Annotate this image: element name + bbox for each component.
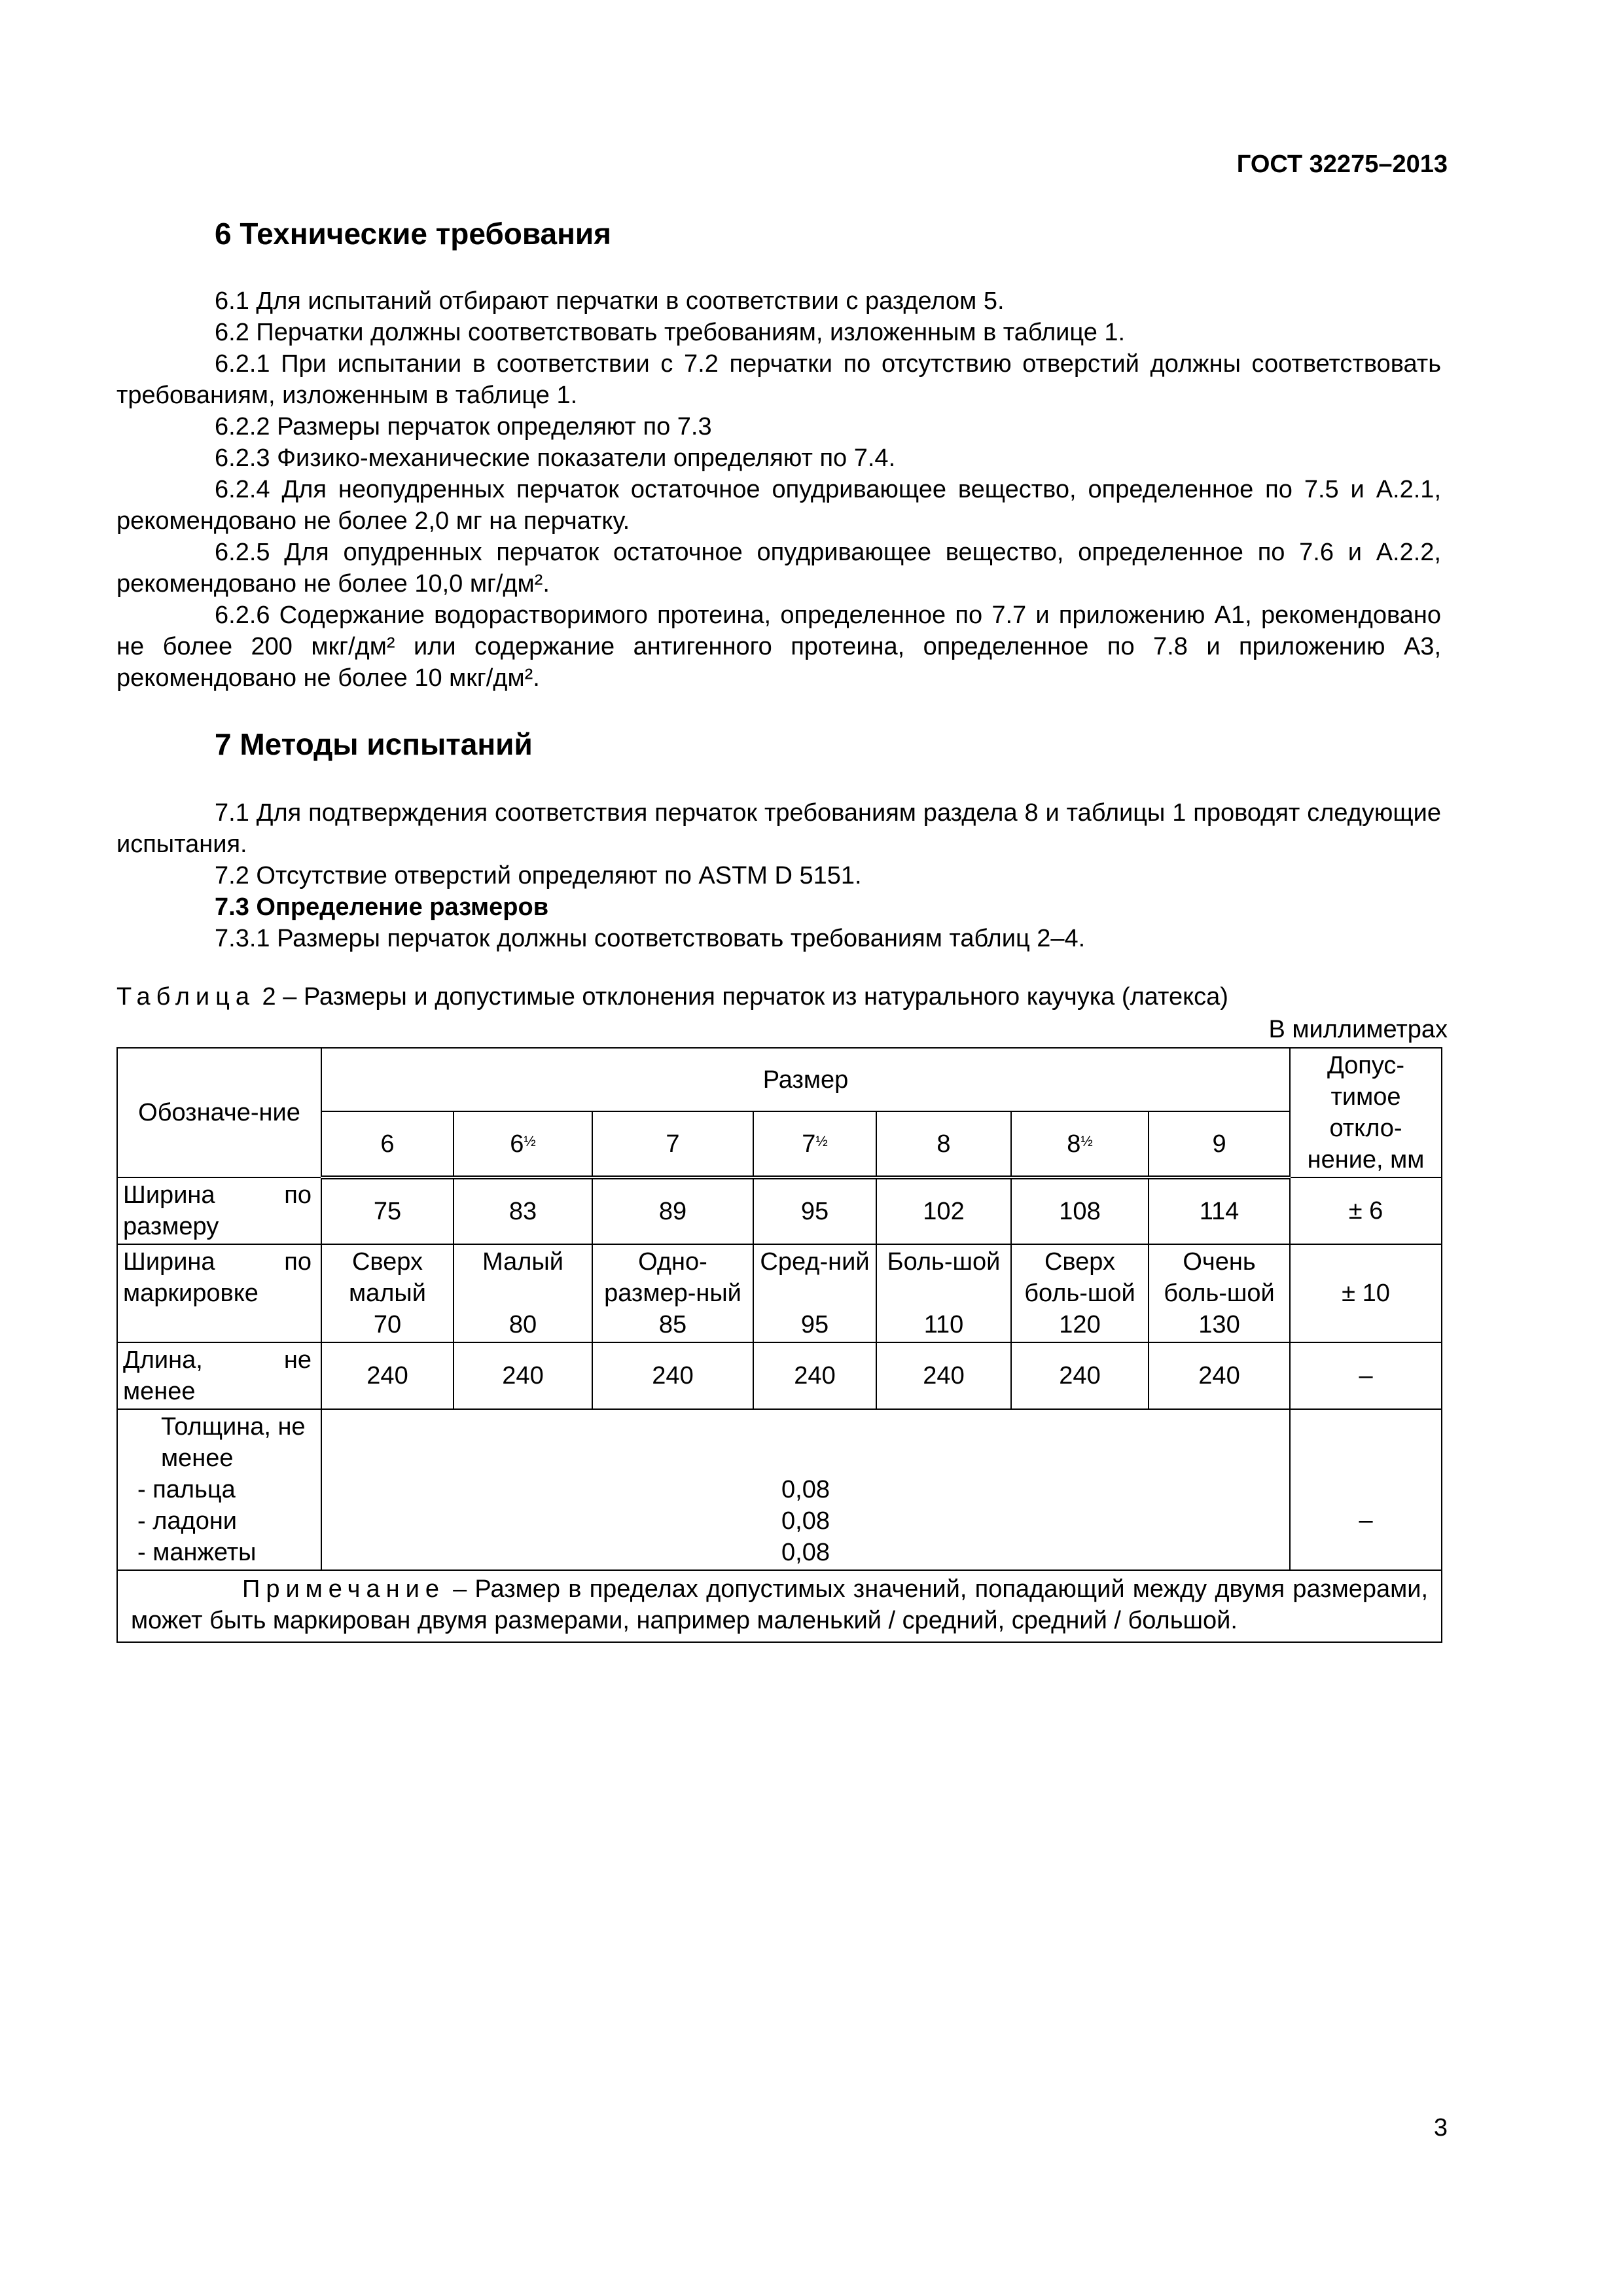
header-size-cell (876, 1111, 1011, 1177)
marking-value: 95 (800, 1311, 829, 1338)
paragraph-6-2-6: 6.2.6 Содержание водорастворимого протеина, определенное по 7.7 и приложению А1, рекомендовано не более 200 мкг/дм² или содержание антигенного протеина, определенное по 7.8 и приложению А3, рекомендовано не более 10 мкг/дм². (116, 601, 1441, 692)
marking-name: Сверх боль-шой (1024, 1248, 1135, 1307)
tolerance-cell: ± 10 (1290, 1244, 1442, 1342)
table-caption-text: 2 – Размеры и допустимые отклонения перчаток из натурального каучука (латекса) (255, 983, 1228, 1011)
table-cell: 240 (753, 1342, 876, 1409)
paragraph-6-2-1: 6.2.1 При испытании в соответствии с 7.2 перчатки по отсутствию отверстий должны соответствовать требованиям, изложенным в таблице 1. (116, 350, 1441, 409)
tolerance-cell: ± 6 (1290, 1177, 1442, 1244)
size-value: 9 (1212, 1130, 1226, 1158)
size-value: 6 (510, 1130, 524, 1158)
marking-cell (1149, 1244, 1290, 1342)
table-row-length (117, 1342, 1442, 1409)
marking-name: Боль-шой (887, 1248, 1001, 1276)
size-value: 7 (666, 1130, 680, 1158)
table-units: В миллиметрах (1268, 1016, 1448, 1043)
header-size-group: Размер (321, 1048, 1290, 1111)
header-size-cell (1011, 1111, 1149, 1177)
marking-name: Очень боль-шой (1164, 1248, 1275, 1307)
page-number: 3 (1433, 2114, 1448, 2142)
thickness-value: 0,08 (781, 1507, 830, 1535)
thickness-row-label: Толщина, не менее (161, 1413, 306, 1472)
table-row-width-by-size (117, 1177, 1442, 1244)
size-value: 8 (936, 1130, 951, 1158)
table-header-row-1 (117, 1048, 1442, 1111)
marking-cell (454, 1244, 592, 1342)
table-row-width-by-marking (117, 1244, 1442, 1342)
table-cell: 83 (454, 1177, 592, 1244)
size-value: 7 (802, 1130, 816, 1158)
marking-cell (1011, 1244, 1149, 1342)
paragraph-6-2: 6.2 Перчатки должны соответствовать требованиям, изложенным в таблице 1. (215, 319, 1126, 346)
table-note (117, 1570, 1442, 1642)
paragraph-6-1: 6.1 Для испытаний отбирают перчатки в соответствии с разделом 5. (215, 287, 1005, 315)
thickness-item-label: - ладони (137, 1507, 238, 1535)
document-code: ГОСТ 32275–2013 (1236, 151, 1448, 178)
table-cell: 108 (1011, 1177, 1149, 1244)
thickness-values-cell (321, 1409, 1290, 1570)
table-cell: 95 (753, 1177, 876, 1244)
marking-value: 85 (658, 1311, 687, 1338)
marking-cell (592, 1244, 753, 1342)
table-cell: 102 (876, 1177, 1011, 1244)
section-7-body (116, 797, 1441, 954)
table-cell: 240 (321, 1342, 454, 1409)
size-fraction: ½ (815, 1132, 828, 1149)
marking-value: 70 (373, 1311, 402, 1338)
header-designation: Обозначе-ние (117, 1048, 321, 1177)
marking-cell (321, 1244, 454, 1342)
thickness-value: 0,08 (781, 1539, 830, 1566)
size-value: 8 (1067, 1130, 1081, 1158)
header-size-cell (753, 1111, 876, 1177)
marking-cell (753, 1244, 876, 1342)
size-fraction: ½ (1080, 1132, 1093, 1149)
size-fraction: ½ (524, 1132, 536, 1149)
thickness-item-label: - пальца (137, 1476, 236, 1503)
paragraph-6-2-4: 6.2.4 Для неопудренных перчаток остаточное опудривающее вещество, определенное по 7.5 и А.2.1, рекомендовано не более 2,0 мг на перчатку. (116, 476, 1441, 535)
table-cell: 75 (321, 1177, 454, 1244)
marking-value: 120 (1059, 1311, 1101, 1338)
table-cell: 240 (592, 1342, 753, 1409)
tolerance-cell: – (1290, 1409, 1442, 1570)
paragraph-6-2-3: 6.2.3 Физико-механические показатели определяют по 7.4. (215, 444, 896, 472)
paragraph-7-3-1: 7.3.1 Размеры перчаток должны соответствовать требованиям таблиц 2–4. (215, 925, 1086, 952)
table-cell: 114 (1149, 1177, 1290, 1244)
marking-name: Малый (482, 1248, 563, 1276)
section-7-heading: 7 Методы испытаний (215, 727, 533, 761)
row-label: Ширина по размеру (117, 1177, 321, 1244)
header-size-cell (1149, 1111, 1290, 1177)
table-cell: 240 (1011, 1342, 1149, 1409)
thickness-item-label: - манжеты (137, 1539, 257, 1566)
table-cell: 240 (454, 1342, 592, 1409)
note-text: – Размер в пределах допустимых значений, попадающий между двумя размерами, может быть маркирован двумя размерами, например маленький / средний, средний / большой. (131, 1575, 1429, 1634)
table-2 (116, 1047, 1442, 1643)
table-caption-word: Таблица (116, 983, 255, 1011)
header-size-cell (321, 1111, 454, 1177)
paragraph-7-1: 7.1 Для подтверждения соответствия перчаток требованиям раздела 8 и таблицы 1 проводят следующие испытания. (116, 799, 1441, 858)
table-note-row (117, 1570, 1442, 1642)
marking-name: Сред-ний (760, 1248, 870, 1276)
header-tolerance: Допус-тимое откло-нение, мм (1290, 1048, 1442, 1177)
section-6-heading: 6 Технические требования (215, 217, 611, 251)
marking-value: 130 (1198, 1311, 1240, 1338)
thickness-value: 0,08 (781, 1476, 830, 1503)
row-label: Ширина по маркировке (117, 1244, 321, 1342)
header-size-cell (454, 1111, 592, 1177)
marking-name: Сверх малый (349, 1248, 426, 1307)
marking-value: 80 (508, 1311, 537, 1338)
note-word: Примечание (242, 1575, 445, 1603)
thickness-label-cell (117, 1409, 321, 1570)
row-label: Длина, не менее (117, 1342, 321, 1409)
marking-name: Одно-размер-ный (604, 1248, 741, 1307)
paragraph-6-2-5: 6.2.5 Для опудренных перчаток остаточное опудривающее вещество, определенное по 7.6 и А.2.2, рекомендовано не более 10,0 мг/дм². (116, 539, 1441, 598)
table-row-thickness (117, 1409, 1442, 1570)
table-cell: 240 (1149, 1342, 1290, 1409)
section-6-body (116, 285, 1441, 694)
paragraph-7-2: 7.2 Отсутствие отверстий определяют по ASTM D 5151. (215, 862, 862, 889)
tolerance-cell: – (1290, 1342, 1442, 1409)
paragraph-6-2-2: 6.2.2 Размеры перчаток определяют по 7.3 (215, 413, 712, 440)
table-cell: 240 (876, 1342, 1011, 1409)
size-value: 6 (380, 1130, 395, 1158)
table-2-caption (116, 983, 1228, 1011)
subsection-7-3-heading: 7.3 Определение размеров (215, 893, 549, 921)
marking-cell (876, 1244, 1011, 1342)
marking-value: 110 (923, 1311, 964, 1338)
table-cell: 89 (592, 1177, 753, 1244)
header-size-cell (592, 1111, 753, 1177)
